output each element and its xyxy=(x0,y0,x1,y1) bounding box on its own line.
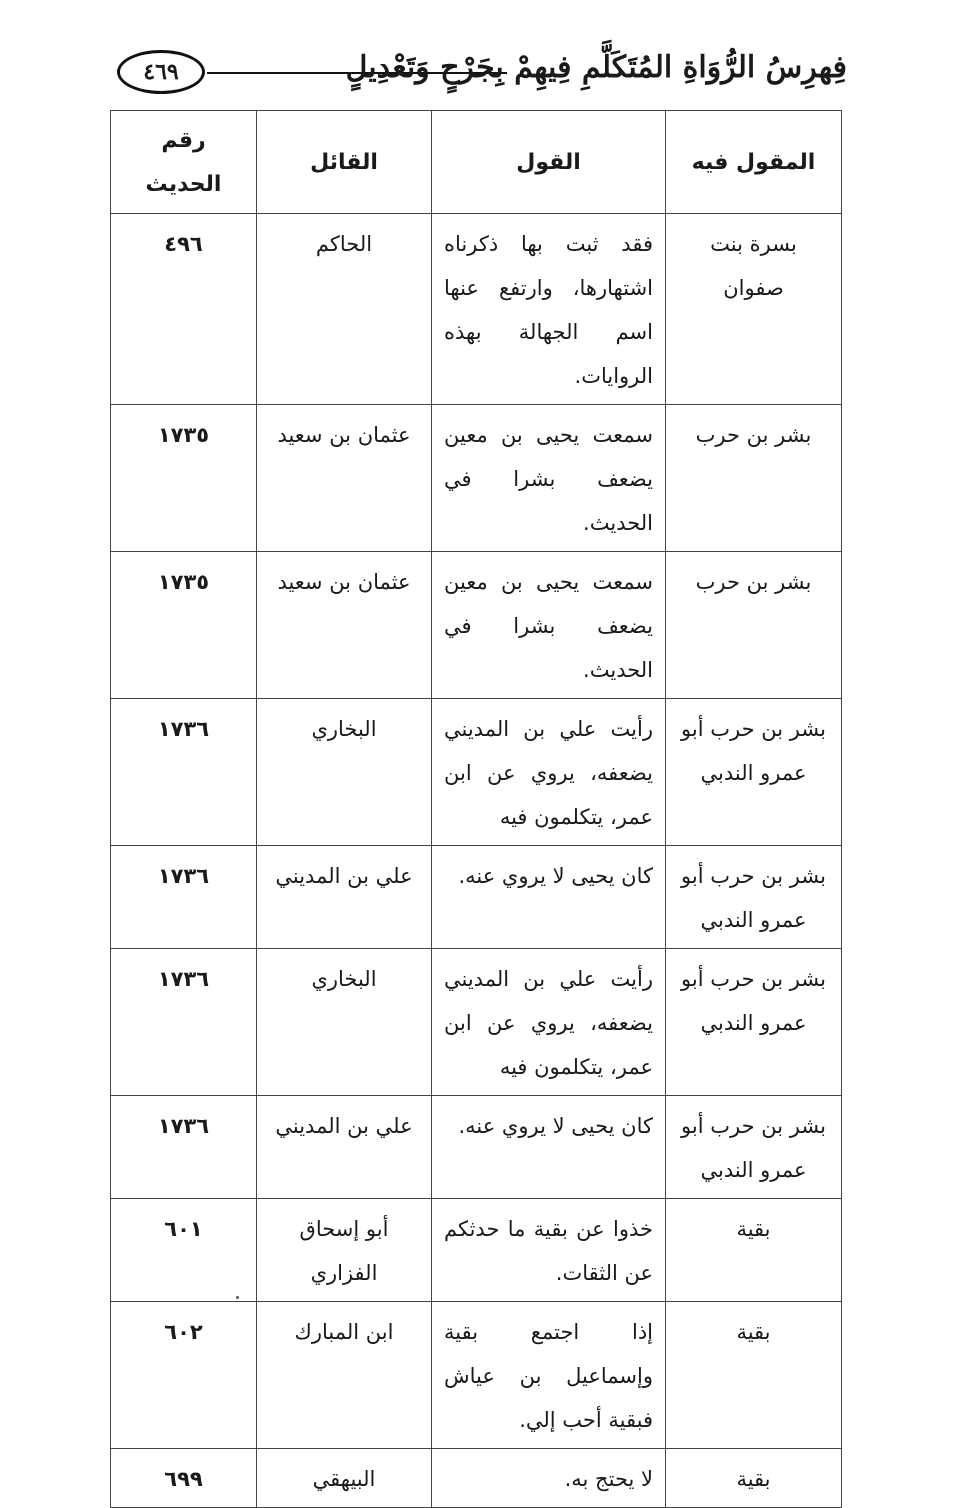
column-header-sayer: القائل xyxy=(257,111,432,214)
running-title: فِهرِسُ الرُّوَاةِ المُتَكَلَّمِ فِيهِمْ بِجَرْحٍ وَتَعْدِيلٍ xyxy=(345,50,847,85)
cell-saying: كان يحيى لا يروي عنه. xyxy=(432,846,666,949)
cell-subject: بشر بن حرب أبو عمرو الندبي xyxy=(666,949,842,1096)
cell-hadith-number: ١٧٣٥ xyxy=(111,405,257,552)
cell-hadith-number: ١٧٣٥ xyxy=(111,552,257,699)
cell-sayer: الحاكم xyxy=(257,214,432,405)
table-row xyxy=(111,405,842,552)
cell-saying: سمعت يحيى بن معين يضعف بشرا في الحديث. xyxy=(432,552,666,699)
column-header-subject: المقول فيه xyxy=(666,111,842,214)
cell-sayer: البخاري xyxy=(257,699,432,846)
cell-hadith-number: ١٧٣٦ xyxy=(111,699,257,846)
scan-speck xyxy=(236,1296,239,1299)
cell-saying: سمعت يحيى بن معين يضعف بشرا في الحديث. xyxy=(432,405,666,552)
cell-saying: لا يحتج به. xyxy=(432,1449,666,1508)
cell-hadith-number: ١٧٣٦ xyxy=(111,1096,257,1199)
cell-saying: إذا اجتمع بقية وإسماعيل بن عياش فبقية أحب إلي. xyxy=(432,1302,666,1449)
cell-hadith-number: ٦٩٩ xyxy=(111,1449,257,1508)
cell-sayer: البيهقي xyxy=(257,1449,432,1508)
cell-sayer: ابن المبارك xyxy=(257,1302,432,1449)
cell-hadith-number: ٦٠١ xyxy=(111,1199,257,1302)
table-row xyxy=(111,1302,842,1449)
table-header-row xyxy=(111,111,842,214)
cell-saying: خذوا عن بقية ما حدثكم عن الثقات. xyxy=(432,1199,666,1302)
cell-subject: بقية xyxy=(666,1199,842,1302)
cell-saying: رأيت علي بن المديني يضعفه، يروي عن ابن عمر، يتكلمون فيه xyxy=(432,699,666,846)
cell-hadith-number: ٦٠٢ xyxy=(111,1302,257,1449)
column-header-saying: القول xyxy=(432,111,666,214)
cell-sayer: أبو إسحاق الفزاري xyxy=(257,1199,432,1302)
cell-sayer: البخاري xyxy=(257,949,432,1096)
cell-subject: بشر بن حرب أبو عمرو الندبي xyxy=(666,846,842,949)
cell-subject: بقية xyxy=(666,1449,842,1508)
cell-hadith-number: ١٧٣٦ xyxy=(111,846,257,949)
column-header-hadith-number: رقم الحديث xyxy=(111,111,257,214)
table-row xyxy=(111,1199,842,1302)
page-number: ٤٦٩ xyxy=(117,50,205,94)
cell-hadith-number: ٤٩٦ xyxy=(111,214,257,405)
table-row xyxy=(111,949,842,1096)
table-row xyxy=(111,846,842,949)
cell-subject: بسرة بنت صفوان xyxy=(666,214,842,405)
table-row xyxy=(111,1096,842,1199)
cell-subject: بشر بن حرب أبو عمرو الندبي xyxy=(666,699,842,846)
table-row xyxy=(111,552,842,699)
table-row xyxy=(111,214,842,405)
cell-sayer: عثمان بن سعيد xyxy=(257,405,432,552)
cell-saying: رأيت علي بن المديني يضعفه، يروي عن ابن عمر، يتكلمون فيه xyxy=(432,949,666,1096)
page-header xyxy=(112,40,847,110)
cell-sayer: علي بن المديني xyxy=(257,846,432,949)
cell-saying: فقد ثبت بها ذكرناه اشتهارها، وارتفع عنها اسم الجهالة بهذه الروايات. xyxy=(432,214,666,405)
cell-saying: كان يحيى لا يروي عنه. xyxy=(432,1096,666,1199)
cell-subject: بشر بن حرب xyxy=(666,405,842,552)
cell-subject: بقية xyxy=(666,1302,842,1449)
cell-subject: بشر بن حرب أبو عمرو الندبي xyxy=(666,1096,842,1199)
cell-sayer: عثمان بن سعيد xyxy=(257,552,432,699)
cell-subject: بشر بن حرب xyxy=(666,552,842,699)
cell-sayer: علي بن المديني xyxy=(257,1096,432,1199)
cell-hadith-number: ١٧٣٦ xyxy=(111,949,257,1096)
table-row xyxy=(111,699,842,846)
narrators-index-table xyxy=(110,110,842,1508)
table-row xyxy=(111,1449,842,1508)
